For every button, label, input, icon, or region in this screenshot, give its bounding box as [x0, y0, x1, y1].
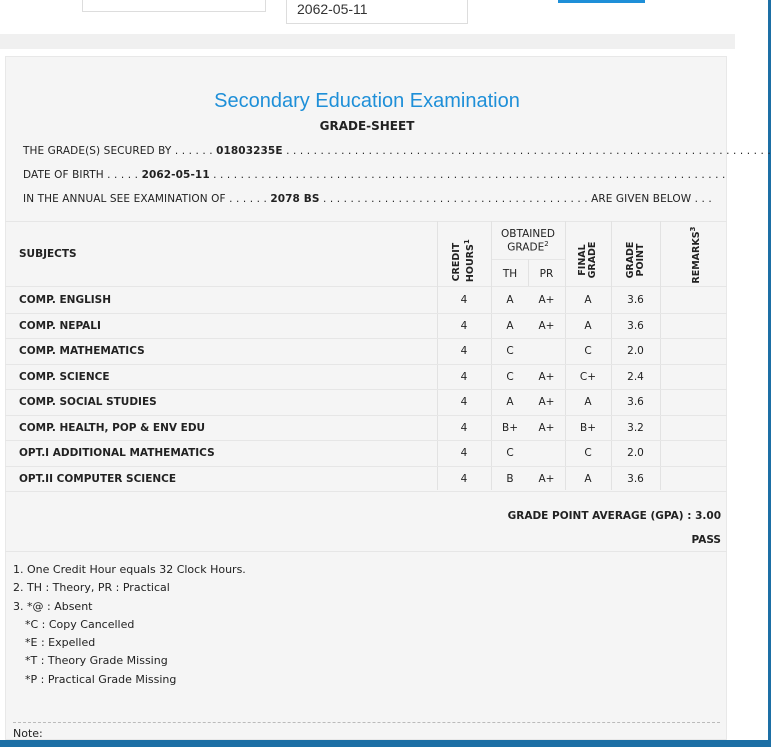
pr-grade-cell: A+ [538, 472, 555, 485]
grade-point-cell: 2.0 [627, 345, 644, 357]
footnote: *P : Practical Grade Missing [25, 672, 177, 686]
grade-point-cell: 2.0 [627, 447, 644, 459]
table-row [5, 364, 727, 365]
credit-hours-cell: 4 [460, 472, 468, 485]
symbol-number-input[interactable] [82, 0, 266, 12]
header-grade-point: GRADE POINT [625, 241, 646, 279]
final-grade-cell: C+ [579, 370, 597, 383]
th-grade-cell: C [506, 345, 514, 357]
credit-hours-cell: 4 [460, 396, 468, 408]
grade-point-cell: 2.4 [627, 370, 644, 383]
header-remarks: REMARKS$^3$ [688, 226, 703, 284]
final-grade-cell: A [584, 319, 592, 332]
subject-name: COMP. NEPALI [19, 319, 101, 332]
exam-year: 2078 BS [270, 193, 320, 205]
final-grade-cell: C [584, 345, 592, 357]
final-grade-cell: A [584, 396, 592, 408]
table-row [5, 338, 727, 339]
table-header-rule [5, 286, 727, 287]
pr-grade-cell: A+ [538, 294, 555, 306]
dob-value: 2062-05-11 [141, 169, 210, 181]
header-subjects: SUBJECTS [19, 248, 77, 260]
table-row [5, 491, 727, 492]
symbol-number: 01803235E [216, 145, 283, 157]
footnote: 3. *@ : Absent [13, 599, 93, 613]
th-grade-cell: B+ [501, 421, 518, 434]
credit-hours-cell: 4 [460, 421, 468, 434]
grade-secured-line: THE GRADE(S) SECURED BY . . . . . . 01803235E . . . . . . . . . . . . . . . . . . . . . . . . . . . . . . . . . . . . . . . . . . . . . . . . . . . . . . . . . . . . . . . . . . . . . . . [23, 145, 771, 157]
header-obtained-grade: OBTAINED GRADE$^2$ [501, 228, 555, 254]
footnote: 1. One Credit Hour equals 32 Clock Hours. [13, 563, 246, 576]
header-credit-hours: CREDIT HOURS$^1$ [450, 239, 477, 283]
th-grade-cell: B [506, 472, 514, 485]
subject-name: COMP. SCIENCE [19, 370, 110, 383]
th-grade-cell: C [506, 447, 514, 459]
summary-rule [5, 551, 727, 552]
final-grade-cell: A [584, 294, 592, 306]
credit-hours-cell: 4 [460, 319, 468, 332]
credit-hours-cell: 4 [460, 345, 468, 357]
subject-name: OPT.I ADDITIONAL MATHEMATICS [19, 447, 215, 459]
th-grade-cell: C [506, 370, 514, 383]
exam-line: IN THE ANNUAL SEE EXAMINATION OF . . . . . . 2078 BS . . . . . . . . . . . . . . . . . . . . . . . . . . . . . . . . . . . . . . . ARE GIVEN BELOW . . . [23, 193, 712, 205]
credit-hours-cell: 4 [460, 370, 468, 383]
grade-point-cell: 3.6 [627, 396, 644, 408]
credit-hours-cell: 4 [460, 447, 468, 459]
table-top-rule [5, 221, 727, 222]
th-grade-cell: A [506, 319, 514, 332]
final-grade-cell: A [584, 472, 592, 485]
table-row [5, 313, 727, 314]
final-grade-cell: B+ [579, 421, 596, 434]
pr-grade-cell: A+ [538, 319, 555, 332]
th-grade-cell: A [506, 294, 514, 306]
result-status: PASS [691, 534, 721, 546]
bottom-scrollbar[interactable] [0, 740, 771, 747]
table-row [5, 466, 727, 467]
header-th: TH [502, 268, 518, 280]
credit-hours-cell: 4 [460, 294, 468, 306]
page-gutter [735, 0, 768, 747]
th-grade-cell: A [506, 396, 514, 408]
footnote: 2. TH : Theory, PR : Practical [13, 581, 170, 595]
gpa-summary: GRADE POINT AVERAGE (GPA) : 3.00 [507, 510, 721, 522]
note-label: Note: [13, 727, 43, 740]
exam-title: Secondary Education Examination [214, 90, 520, 112]
grade-point-cell: 3.6 [627, 319, 644, 332]
dob-line: DATE OF BIRTH . . . . . 2062-05-11 . . . . . . . . . . . . . . . . . . . . . . . . . . . . . . . . . . . . . . . . . . . . . . . . . . . . . . . . . . . . . . . . . . . . . . . . . . . [23, 169, 726, 181]
submit-button[interactable] [558, 0, 645, 3]
footnote: *C : Copy Cancelled [25, 617, 135, 631]
header-pr: PR [539, 268, 554, 280]
header-final-grade: FINAL GRADE [577, 241, 598, 279]
footnotes [13, 561, 246, 689]
subject-name: COMP. HEALTH, POP & ENV EDU [19, 421, 206, 434]
subject-name: COMP. ENGLISH [19, 294, 112, 306]
footnote: *E : Expelled [25, 636, 96, 650]
table-row [5, 440, 727, 441]
footnote: *T : Theory Grade Missing [25, 654, 168, 668]
pr-grade-cell: A+ [538, 421, 555, 434]
grade-sheet-heading: GRADE-SHEET [319, 119, 415, 133]
grade-point-cell: 3.6 [627, 294, 644, 306]
pr-grade-cell: A+ [538, 370, 555, 383]
search-form-bar [0, 0, 735, 34]
subject-name: COMP. SOCIAL STUDIES [19, 396, 157, 408]
note-divider [13, 722, 720, 723]
pr-grade-cell: A+ [538, 396, 555, 408]
table-row [5, 389, 727, 390]
final-grade-cell: C [584, 447, 592, 459]
subject-name: OPT.II COMPUTER SCIENCE [19, 472, 177, 485]
table-row [5, 415, 727, 416]
grade-point-cell: 3.2 [627, 421, 644, 434]
subject-name: COMP. MATHEMATICS [19, 345, 145, 357]
grade-point-cell: 3.6 [627, 472, 644, 485]
date-of-birth-input[interactable]: 2062-05-11 [286, 0, 468, 24]
